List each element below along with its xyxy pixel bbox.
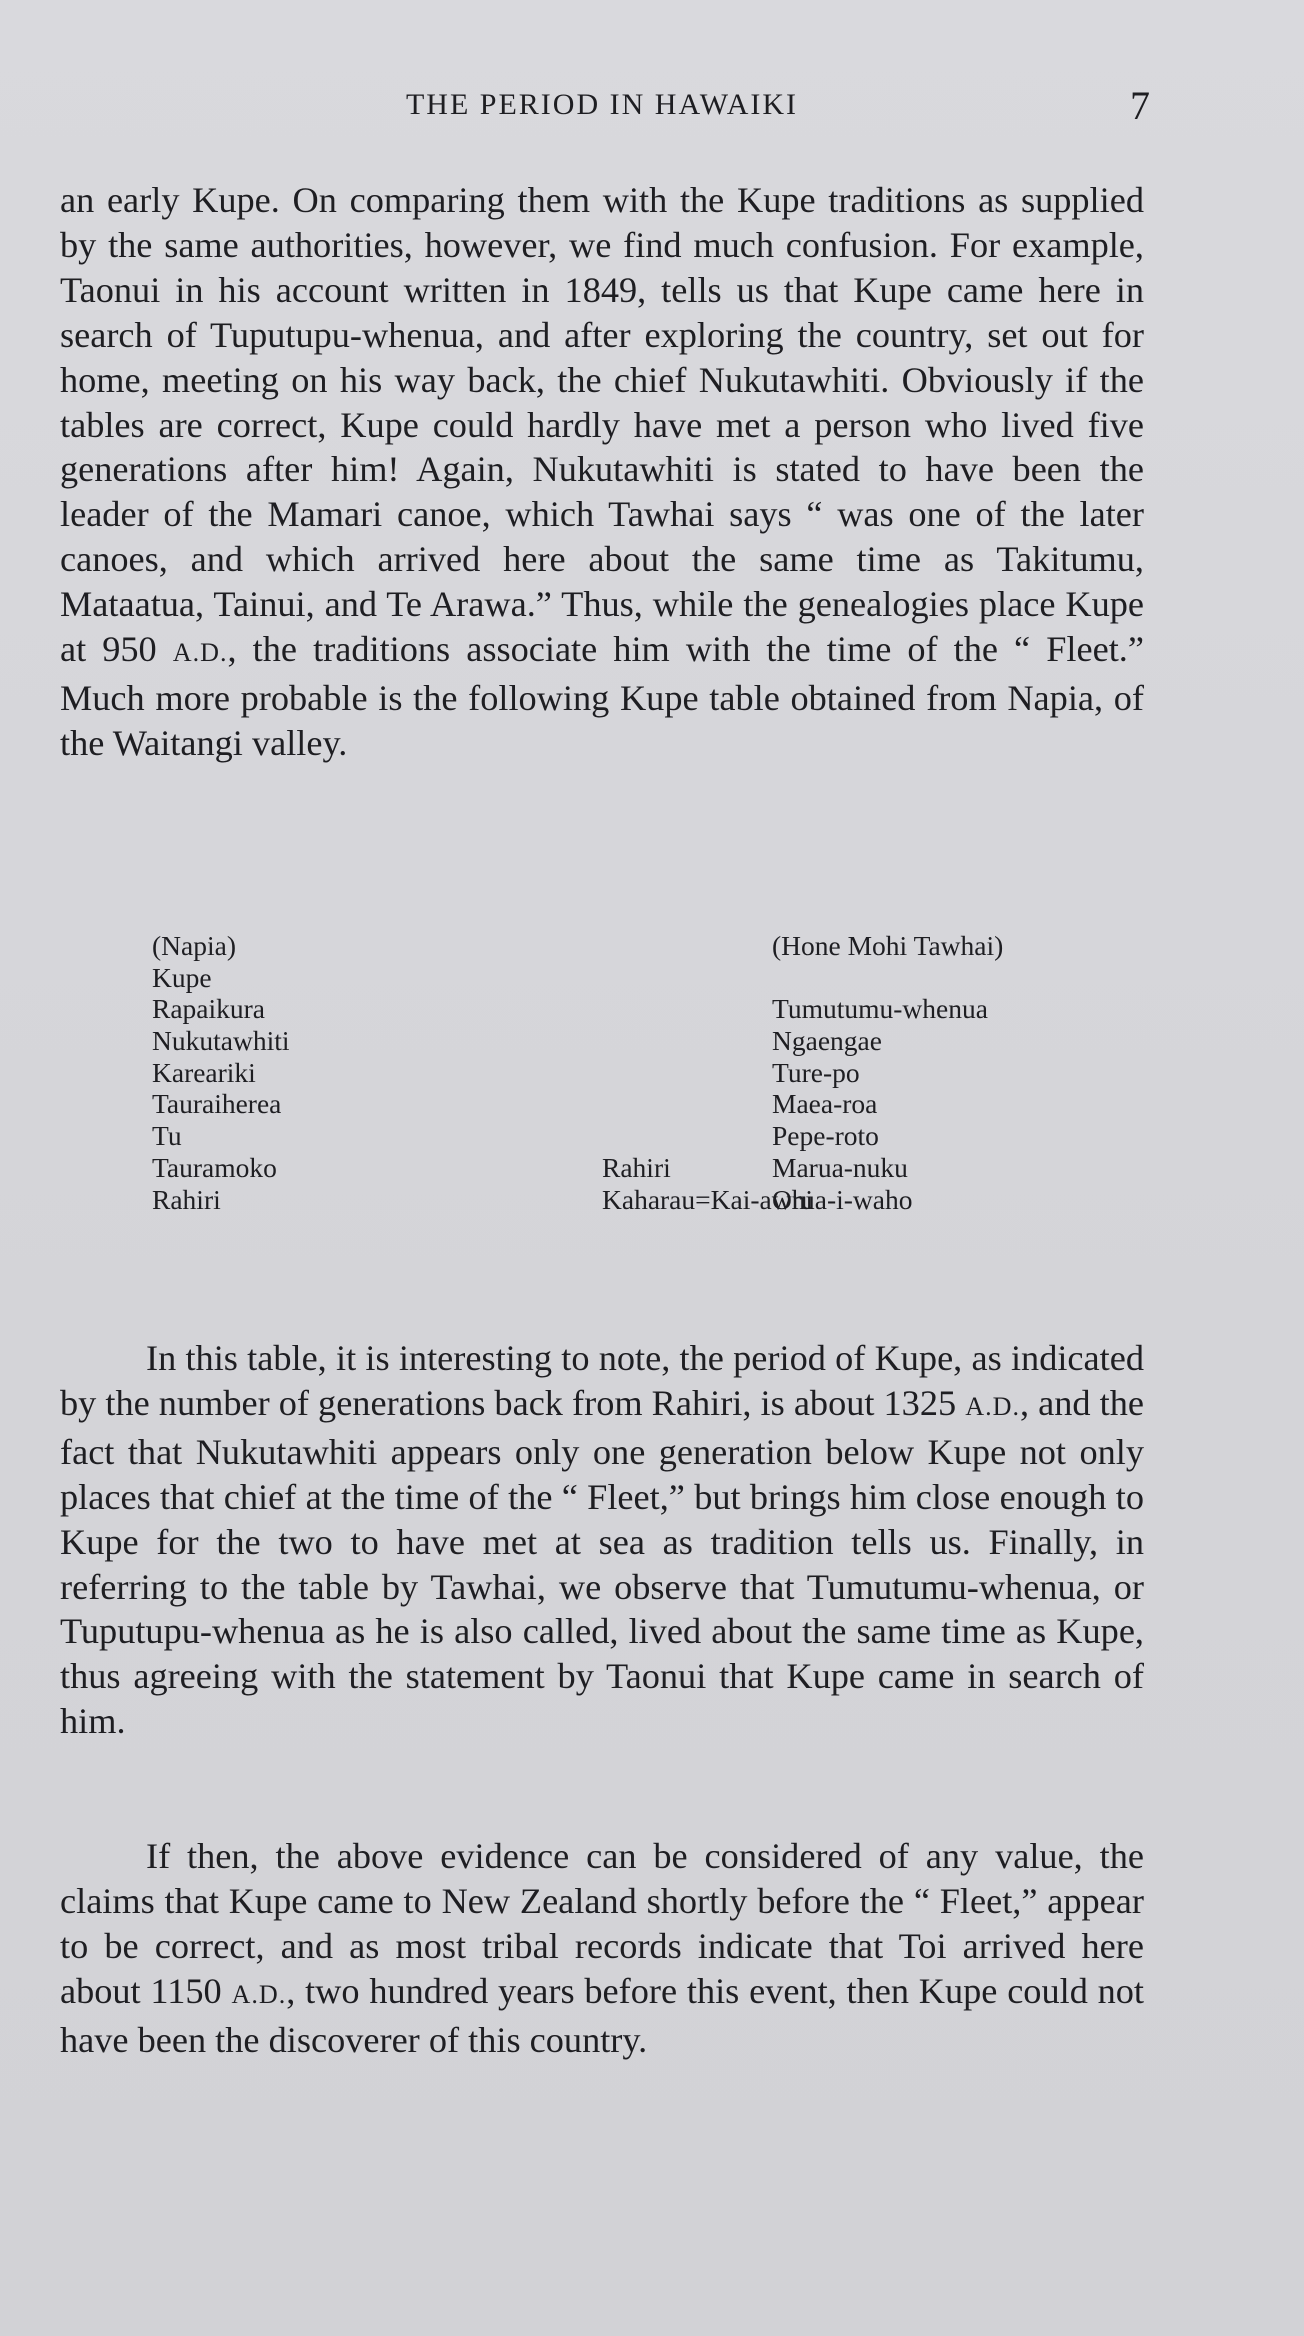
paragraph-text: , two hundred years before this event, then Kupe could not have been the discoverer of this country. xyxy=(60,1970,1144,2060)
genealogy-entry: Maea-roa xyxy=(772,1088,878,1120)
page-number: 7 xyxy=(1130,83,1150,128)
genealogy-entry: Kareariki xyxy=(152,1056,256,1088)
genealogy-entry: Rahiri xyxy=(602,1151,671,1183)
genealogy-entry: Rahiri xyxy=(152,1183,221,1215)
genealogy-entry: Tauraiherea xyxy=(152,1088,282,1120)
paragraph-text: , and the fact that Nukutawhiti appears only one generation below Kupe not only places that chief at the time of the “ Fleet,” but brings him close enough to Kupe for the two to have met at sea as tradition tells us. Finally, in referring to the table by Tawhai, we observe that Tumutumu-whenua, or Tuputupu-whenua as he is also called, lived about the same time as Kupe, thus agreeing with the statement by Taonui that Kupe came in search of him. xyxy=(60,1382,1144,1742)
genealogy-entry: Marua-nuku xyxy=(772,1151,908,1183)
paragraph-conclusion xyxy=(60,1834,1144,2063)
genealogy-entry: Kupe xyxy=(152,961,212,993)
paragraph-text: , the traditions associate him with the time of the “ Fleet.” Much more probable is the following Kupe table obtained from Napia, of the Waitangi valley. xyxy=(60,629,1144,763)
genealogy-entry: Pepe-roto xyxy=(772,1120,879,1152)
page-header xyxy=(60,83,1150,148)
genealogy-entry: Tauramoko xyxy=(152,1151,277,1183)
paragraph-kupe-traditions xyxy=(60,178,1144,766)
genealogy-entry: Tumutumu-whenua xyxy=(772,993,988,1025)
napia-column xyxy=(152,930,290,1215)
genealogy-entry: Ture-po xyxy=(772,1056,860,1088)
genealogy-entry: Ngaengae xyxy=(772,1025,882,1057)
genealogy-entry: Kaharau=Kai-awhi xyxy=(602,1183,813,1215)
era-abbreviation: A.D. xyxy=(965,1391,1020,1421)
genealogy-entry: Tu xyxy=(152,1120,182,1152)
running-title: THE PERIOD IN HAWAIKI xyxy=(405,88,799,121)
era-abbreviation: A.D. xyxy=(231,1979,287,2009)
genealogy-entry: Rapaikura xyxy=(152,993,266,1025)
era-abbreviation: A.D. xyxy=(172,638,228,668)
column-header: (Hone Mohi Tawhai) xyxy=(772,930,1004,961)
paragraph-text: an early Kupe. On comparing them with the Kupe traditions as supplied by the same authorities, however, we find much confusion. For example, Taonui in his account written in 1849, tells us that Kupe came here in search of Tuputupu-whenua, and after exploring the country, set out for home, meeting on his way back, the chief Nukutawhiti. Obviously if the tables are correct, Kupe could hardly have met a person who lived five generations after him! Again, Nukutawhiti is stated to have been the leader of the Mamari canoe, which Tawhai says “ was one of the later canoes, and which arrived here about the same time as Takitumu, Mataatua, Tainui, and Te Arawa.” Thus, while the genealogies place Kupe at 950 xyxy=(60,180,1144,670)
genealogy-entry: Nukutawhiti xyxy=(152,1025,290,1057)
column-header: (Napia) xyxy=(152,930,236,961)
paragraph-text: In this table, it is interesting to note, the period of Kupe, as indicated by the number of generations back from Rahiri, is about 1325 xyxy=(60,1338,1144,1423)
tawhai-column xyxy=(772,930,1003,1215)
paragraph-table-analysis xyxy=(60,1336,1144,1744)
genealogy-entry: Orua-i-waho xyxy=(772,1183,913,1215)
paragraph-text: If then, the above evidence can be considered of any value, the claims that Kupe came to New Zealand shortly before the “ Fleet,” appear to be correct, and as most tribal records indicate that Toi arrived here about 1150 xyxy=(60,1836,1144,2011)
